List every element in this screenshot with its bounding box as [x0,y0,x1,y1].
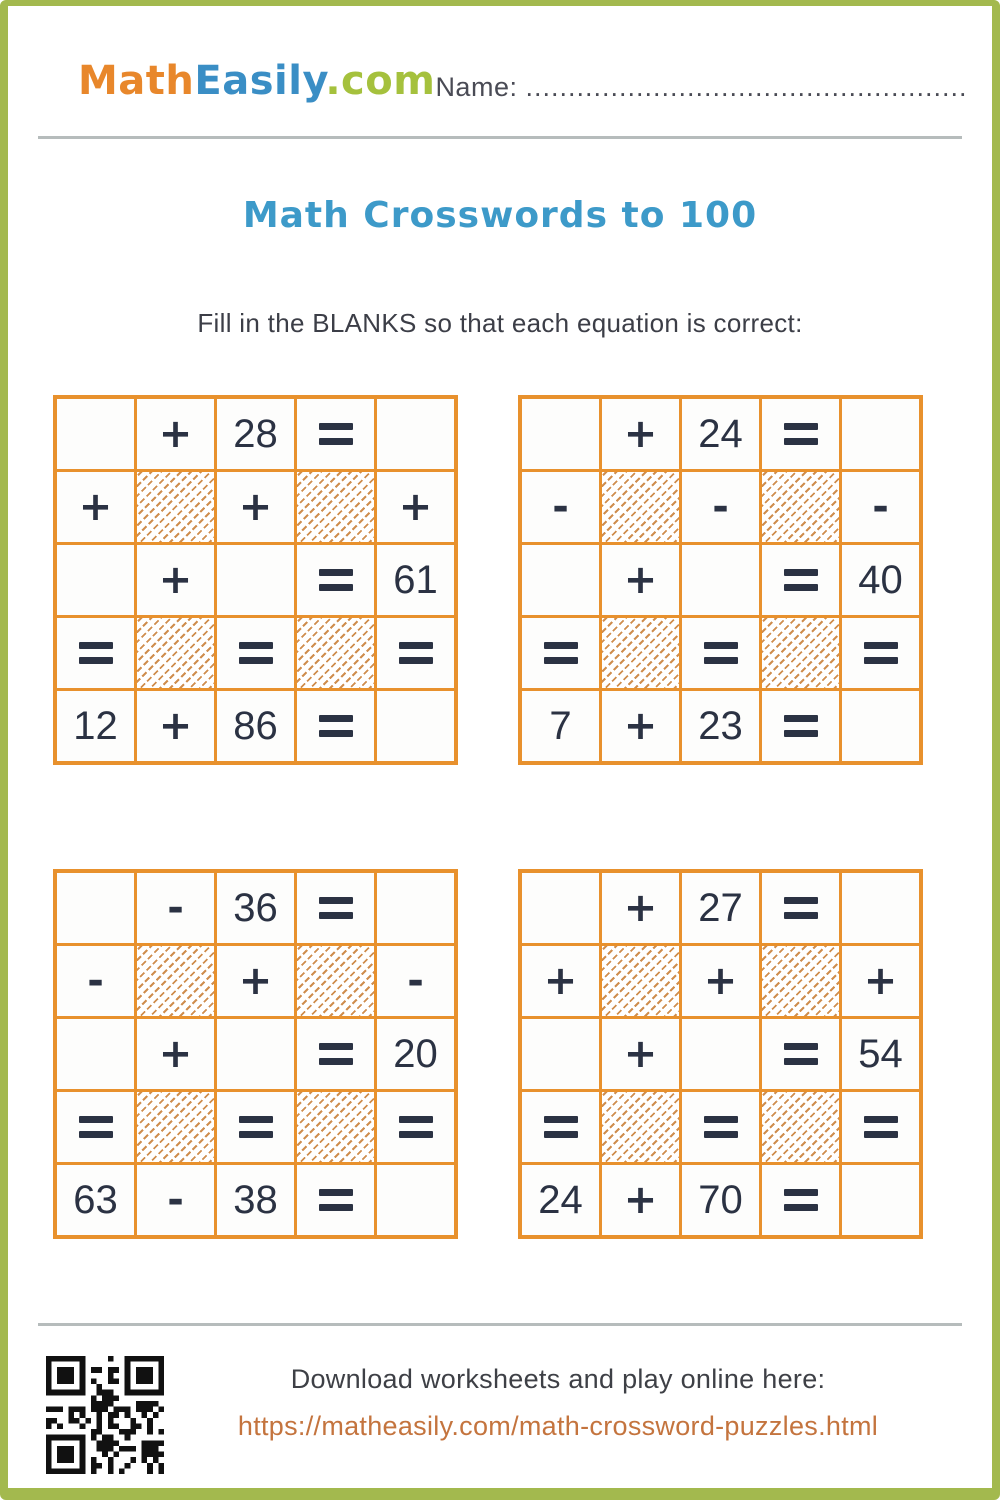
puzzle-grid-bottom-left [53,869,458,1239]
hatch-cell [297,472,374,542]
equals-bar [544,1116,578,1123]
operator-cell: + [842,946,919,1016]
equals-bar [784,897,818,904]
equals-bar [864,642,898,649]
number-cell: 23 [682,691,759,761]
equals-bar [544,657,578,664]
operator-cell: + [57,472,134,542]
answer-cell[interactable] [57,399,134,469]
operator-cell [762,1165,839,1235]
number-cell: 12 [57,691,134,761]
number-cell: 86 [217,691,294,761]
equals-bar [784,730,818,737]
operator-cell: + [602,399,679,469]
operator-cell [762,1019,839,1089]
operator-cell [297,873,374,943]
answer-cell[interactable] [522,545,599,615]
equals-bar [704,1131,738,1138]
hatch-cell [602,472,679,542]
operator-cell: - [137,1165,214,1235]
page-title: Math Crosswords to 100 [242,195,758,236]
number-cell: 27 [682,873,759,943]
answer-cell[interactable] [842,1165,919,1235]
operator-cell [842,1092,919,1162]
answer-cell[interactable] [522,1019,599,1089]
puzzle-grid-top-right [518,395,923,765]
answer-cell[interactable] [377,873,454,943]
equals-bar [79,1131,113,1138]
operator-cell [297,399,374,469]
operator-cell: - [522,472,599,542]
operator-cell: - [377,946,454,1016]
hatch-cell [297,618,374,688]
hatch-cell [137,472,214,542]
equals-bar [399,1131,433,1138]
hatch-cell [762,618,839,688]
operator-cell [682,618,759,688]
operator-cell: - [57,946,134,1016]
equals-bar [784,423,818,430]
header [8,6,992,104]
equals-bar [784,912,818,919]
operator-cell: + [137,691,214,761]
name-dots-line[interactable]: .................................................... [525,72,968,102]
operator-cell [297,691,374,761]
instruction-text: Fill in the BLANKS so that each equation is correct: [197,308,803,338]
hatch-cell [297,946,374,1016]
operator-cell: + [602,873,679,943]
equals-bar [79,1116,113,1123]
number-cell: 61 [377,545,454,615]
answer-cell[interactable] [842,873,919,943]
grids-row-bottom [8,869,992,1239]
equals-bar [319,1058,353,1065]
answer-cell[interactable] [682,1019,759,1089]
hatch-cell [762,472,839,542]
equals-bar [864,1116,898,1123]
equals-bar [319,715,353,722]
equals-bar [399,1116,433,1123]
operator-cell [217,1092,294,1162]
equals-bar [784,569,818,576]
equals-bar [784,584,818,591]
answer-cell[interactable] [57,545,134,615]
answer-cell[interactable] [522,399,599,469]
equals-bar [319,1204,353,1211]
operator-cell: + [682,946,759,1016]
name-label: Name: [435,72,518,102]
equals-bar [399,657,433,664]
operator-cell [842,618,919,688]
equals-bar [319,1189,353,1196]
equals-bar [704,657,738,664]
equals-bar [239,1131,273,1138]
hatch-cell [762,1092,839,1162]
answer-cell[interactable] [57,873,134,943]
operator-cell [762,399,839,469]
operator-cell: + [217,472,294,542]
equals-bar [544,642,578,649]
operator-cell: + [137,399,214,469]
hatch-cell [602,946,679,1016]
equals-bar [399,642,433,649]
equals-bar [239,642,273,649]
equals-bar [864,657,898,664]
operator-cell: + [602,1019,679,1089]
number-cell: 36 [217,873,294,943]
operator-cell: + [602,1165,679,1235]
hatch-cell [602,1092,679,1162]
number-cell: 40 [842,545,919,615]
operator-cell: + [377,472,454,542]
qr-code [46,1356,164,1474]
footer-texts [164,1356,952,1442]
number-cell: 24 [522,1165,599,1235]
operator-cell: + [602,691,679,761]
equals-bar [784,1043,818,1050]
answer-cell[interactable] [217,1019,294,1089]
operator-cell [297,545,374,615]
hatch-cell [762,946,839,1016]
equals-bar [784,1058,818,1065]
number-cell: 24 [682,399,759,469]
grids-row-top [8,395,992,765]
operator-cell [297,1019,374,1089]
operator-cell: - [137,873,214,943]
puzzle-grid-bottom-right [518,869,923,1239]
operator-cell: + [137,545,214,615]
equals-bar [784,715,818,722]
operator-cell [762,873,839,943]
operator-cell [522,618,599,688]
equals-bar [704,1116,738,1123]
puzzle-grid-top-left [53,395,458,765]
answer-cell[interactable] [377,1165,454,1235]
equals-bar [239,1116,273,1123]
operator-cell [762,545,839,615]
operator-cell: - [842,472,919,542]
number-cell: 28 [217,399,294,469]
equals-bar [704,642,738,649]
operator-cell [377,1092,454,1162]
name-field [435,58,967,103]
hatch-cell [137,1092,214,1162]
equals-bar [784,1189,818,1196]
number-cell: 63 [57,1165,134,1235]
operator-cell: + [217,946,294,1016]
number-cell: 38 [217,1165,294,1235]
number-cell: 7 [522,691,599,761]
equals-bar [239,657,273,664]
equals-bar [784,438,818,445]
logo-easily: Easily [194,58,326,104]
equals-bar [784,1204,818,1211]
hatch-cell [137,618,214,688]
operator-cell [682,1092,759,1162]
answer-cell[interactable] [217,545,294,615]
operator-cell: - [682,472,759,542]
operator-cell [57,618,134,688]
answer-cell[interactable] [682,545,759,615]
equals-bar [319,730,353,737]
operator-cell: + [137,1019,214,1089]
footer [8,1326,992,1474]
answer-cell[interactable] [522,873,599,943]
equals-bar [319,912,353,919]
hatch-cell [297,1092,374,1162]
number-cell: 54 [842,1019,919,1089]
hatch-cell [137,946,214,1016]
header-separator [38,136,962,139]
footer-text: Download worksheets and play online here: [290,1364,826,1394]
logo-com: .com [325,58,436,104]
operator-cell [57,1092,134,1162]
answer-cell[interactable] [842,399,919,469]
operator-cell [762,691,839,761]
equals-bar [79,657,113,664]
operator-cell [297,1165,374,1235]
operator-cell [377,618,454,688]
equals-bar [79,642,113,649]
logo-math: Math [78,58,195,104]
answer-cell[interactable] [57,1019,134,1089]
equals-bar [319,584,353,591]
hatch-cell [602,618,679,688]
number-cell: 70 [682,1165,759,1235]
answer-cell[interactable] [377,399,454,469]
equals-bar [319,423,353,430]
number-cell: 20 [377,1019,454,1089]
equals-bar [319,897,353,904]
operator-cell: + [602,545,679,615]
answer-cell[interactable] [377,691,454,761]
site-logo [78,58,435,104]
operator-cell: + [522,946,599,1016]
equals-bar [544,1131,578,1138]
operator-cell [217,618,294,688]
equals-bar [319,569,353,576]
operator-cell [522,1092,599,1162]
equals-bar [319,1043,353,1050]
equals-bar [319,438,353,445]
equals-bar [864,1131,898,1138]
answer-cell[interactable] [842,691,919,761]
footer-url[interactable]: https://matheasily.com/math-crossword-puzzles.html [237,1411,879,1441]
